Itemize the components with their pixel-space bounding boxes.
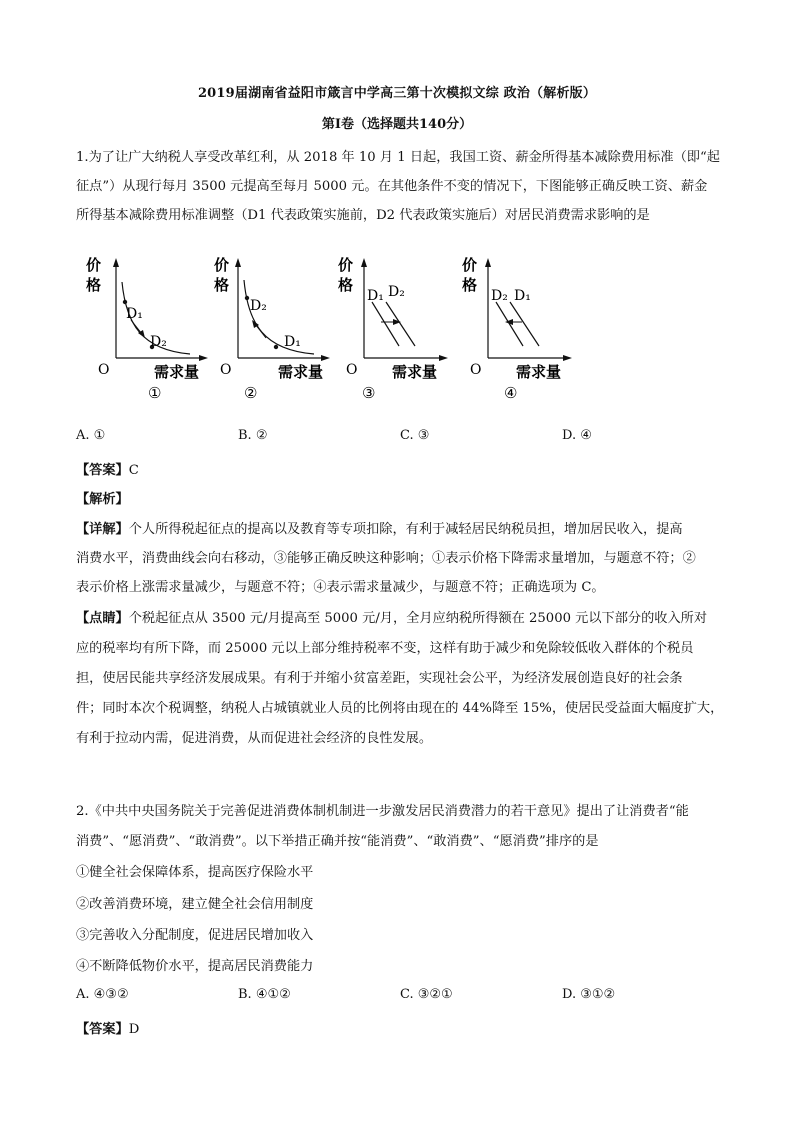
- graph-2-point-bottom: [274, 345, 278, 349]
- q1-option-a[interactable]: A. ①: [76, 428, 106, 443]
- graph-3-d-left-label: D₁: [367, 288, 384, 304]
- q1-analysis-label: 【解析】: [76, 492, 129, 507]
- q1-point-label: 【点睛】: [76, 611, 129, 626]
- graph-4-ylabel-1: 价: [462, 256, 478, 274]
- graph-2-ylabel-1: 价: [214, 256, 230, 274]
- q1-option-b[interactable]: B. ②: [238, 428, 268, 443]
- q1-point-line-5: 有利于拉动内需，促进消费，从而促进社会经济的良性发展。: [76, 731, 433, 746]
- graph-2-d-top-label: D₂: [250, 298, 267, 314]
- q1-option-d[interactable]: D. ④: [562, 428, 592, 443]
- q1-option-c[interactable]: C. ③: [400, 428, 430, 443]
- q1-point-line-4: 件；同时本次个税调整，纳税人占城镇就业人员的比例将由现在的 44%降至 15%，使居民受益面大幅度扩大，: [76, 701, 724, 716]
- q1-detail-line-3: 表示价格上涨需求量减少，与题意不符；④表示需求量减少，与题意不符；正确选项为 C。: [76, 580, 605, 595]
- graph-4-y-arrow: [485, 258, 491, 267]
- q2-item-1: ①健全社会保障体系，提高医疗保险水平: [76, 865, 314, 880]
- q1-detail-line-1: [76, 518, 683, 537]
- section-title: 第Ⅰ卷（选择题共140分）: [321, 117, 473, 132]
- q2-stem-line-2: 消费”、“愿消费”、“敢消费”。以下举措正确并按“能消费”、“敢消费”、“愿消费”排序的是: [76, 834, 599, 849]
- graph-2-ylabel-2: 格: [214, 276, 230, 294]
- q1-stem-line-3: 所得基本减除费用标准调整（D1 代表政策实施前，D2 代表政策实施后）对居民消费需求影响的是: [76, 208, 650, 223]
- q2-answer-label: 【答案】: [76, 1022, 129, 1037]
- q1-point-line-2: 应的税率均有所下降，而 25000 元以上部分维持税率不变，这样有助于减少和免除较低收入群体的个税员: [76, 641, 694, 656]
- q2-item-3: ③完善收入分配制度，促进居民增加收入: [76, 928, 314, 943]
- graph-2-xlabel: 需求量: [278, 363, 324, 381]
- q1-detail-text-1: 个人所得税起征点的提高以及教育等专项扣除，有利于减轻居民纳税员担，增加居民收入，提高: [128, 522, 683, 537]
- graph-4-line-d2: [496, 302, 523, 346]
- graph-1-ylabel-1: 价: [86, 256, 102, 274]
- q1-answer-value: C: [128, 463, 139, 478]
- graph-2-y-arrow: [235, 258, 241, 267]
- q1-stem-line-1: 1.为了让广大纳税人享受改革红利，从 2018 年 10 月 1 日起，我国工资、薪金所得基本减除费用标准（即“起: [76, 150, 720, 165]
- q2-item-4: ④不断降低物价水平，提高居民消费能力: [76, 959, 314, 974]
- graph-3-line-d2: [386, 302, 415, 346]
- graph-4-xlabel: 需求量: [516, 363, 562, 381]
- graph-3-shift-arrowhead: [393, 319, 401, 325]
- graph-1: [84, 254, 204, 404]
- graph-1-point-top: [123, 300, 127, 304]
- q1-detail-line-2: 消费水平，消费曲线会向右移动，③能够正确反映这种影响；①表示价格下降需求量增加，与题意不符；②: [76, 551, 696, 566]
- q2-answer-value: D: [128, 1022, 140, 1037]
- graph-3-number: ③: [362, 384, 376, 402]
- q1-detail-label: 【详解】: [76, 522, 129, 537]
- graph-1-xlabel: 需求量: [154, 363, 200, 381]
- graph-4-origin: O: [470, 362, 482, 378]
- q1-answer: [76, 459, 139, 478]
- graph-2: [208, 254, 328, 404]
- graph-2-origin: O: [220, 362, 232, 378]
- graph-2-svg: [208, 254, 328, 404]
- graph-1-origin: O: [98, 362, 110, 378]
- graph-3-svg: [334, 254, 454, 404]
- graph-1-d-top-label: D₁: [126, 306, 143, 322]
- graph-2-point-top: [245, 296, 249, 300]
- q1-point-line-1: [76, 607, 707, 626]
- graph-1-svg: [84, 254, 204, 404]
- graph-2-d-bottom-label: D₁: [284, 334, 301, 350]
- graph-3: [334, 254, 454, 404]
- graph-3-x-arrow: [439, 355, 448, 361]
- graph-4: [458, 254, 578, 404]
- graph-4-line-d1: [510, 302, 539, 346]
- document-title: 2019届湖南省益阳市箴言中学高三第十次模拟文综 政治（解析版）: [197, 86, 597, 101]
- q2-option-d[interactable]: D. ③①②: [562, 987, 616, 1002]
- q2-option-c[interactable]: C. ③②①: [400, 987, 453, 1002]
- graph-2-x-arrow: [321, 355, 330, 361]
- graph-4-d-left-label: D₂: [491, 288, 508, 304]
- graph-3-ylabel-1: 价: [338, 256, 354, 274]
- graph-4-ylabel-2: 格: [462, 276, 478, 294]
- q2-option-a[interactable]: A. ④③②: [76, 987, 129, 1002]
- graph-3-ylabel-2: 格: [338, 276, 354, 294]
- graph-1-ylabel-2: 格: [86, 276, 102, 294]
- q2-item-2: ②改善消费环境，建立健全社会信用制度: [76, 897, 314, 912]
- graph-3-d-right-label: D₂: [388, 284, 405, 300]
- graph-3-y-arrow: [361, 258, 367, 267]
- graph-1-y-arrow: [113, 258, 119, 267]
- q1-figure-row: [84, 254, 604, 404]
- q1-point-line-3: 担，使居民能共享经济发展成果。有利于并缩小贫富差距，实现社会公平，为经济发展创造良好的社会条: [76, 671, 683, 686]
- graph-4-d-right-label: D₁: [514, 288, 531, 304]
- graph-4-svg: [458, 254, 578, 404]
- graph-1-x-arrow: [199, 355, 208, 361]
- q2-stem-line-1: 2.《中共中央国务院关于完善促进消费体制机制进一步激发居民消费潜力的若干意见》提出了让消费者“能: [76, 804, 689, 819]
- q1-point-text-1: 个税起征点从 3500 元/月提高至 5000 元/月，全月应纳税所得额在 25000 元以下部分的收入所对: [128, 611, 708, 626]
- graph-1-d-bottom-label: D₂: [150, 334, 167, 350]
- graph-4-number: ④: [504, 384, 518, 402]
- graph-1-number: ①: [148, 384, 162, 402]
- q1-stem-line-2: 征点”）从现行每月 3500 元提高至每月 5000 元。在其他条件不变的情况下，下图能够正确反映工资、薪金: [76, 179, 708, 194]
- graph-2-demand-curve: [244, 280, 314, 354]
- graph-3-origin: O: [346, 362, 358, 378]
- q2-option-b[interactable]: B. ④①②: [238, 987, 291, 1002]
- graph-4-x-arrow: [563, 355, 572, 361]
- graph-2-number: ②: [244, 384, 258, 402]
- graph-3-xlabel: 需求量: [392, 363, 438, 381]
- q2-answer: [76, 1018, 139, 1037]
- q1-answer-label: 【答案】: [76, 463, 129, 478]
